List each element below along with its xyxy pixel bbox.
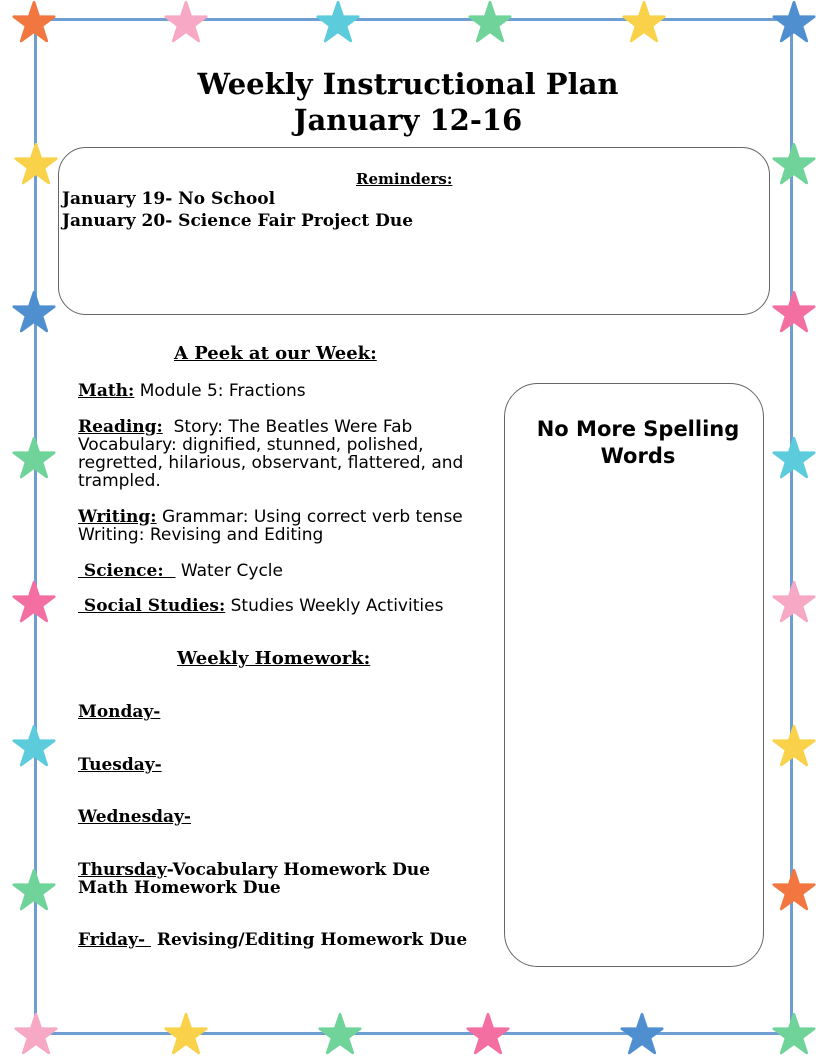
star-icon <box>772 142 816 186</box>
science-label: Science: <box>78 561 176 581</box>
star-icon <box>772 290 816 334</box>
star-icon <box>164 0 208 44</box>
math-section <box>78 382 498 400</box>
star-icon <box>318 1012 362 1056</box>
star-icon <box>316 0 360 44</box>
title-line-1: Weekly Instructional Plan <box>197 67 619 101</box>
homework-tuesday <box>78 756 162 774</box>
homework-monday <box>78 703 160 721</box>
reminders-heading: Reminders: <box>356 170 453 188</box>
star-icon <box>772 724 816 768</box>
social-studies-label: Social Studies: <box>78 596 226 616</box>
tuesday-label: Tuesday- <box>78 755 162 775</box>
homework-heading: Weekly Homework: <box>177 648 371 669</box>
star-icon <box>468 0 512 44</box>
star-icon <box>772 580 816 624</box>
thursday-text: -Vocabulary Homework Due <box>166 860 431 880</box>
border-top <box>30 18 790 21</box>
star-icon <box>12 868 56 912</box>
wednesday-label: Wednesday- <box>78 807 191 827</box>
writing-section <box>78 508 498 544</box>
title-line-2: January 12-16 <box>293 103 523 137</box>
friday-label: Friday- <box>78 930 151 950</box>
border-bottom <box>30 1032 790 1035</box>
homework-friday <box>78 931 467 949</box>
spelling-box <box>504 383 764 967</box>
thursday-label: Thursday <box>78 860 167 880</box>
reminder-item: January 19- No School <box>62 189 276 209</box>
spelling-note <box>504 416 772 470</box>
spelling-line-2: Words <box>600 444 676 468</box>
page-title <box>0 66 816 138</box>
science-section <box>78 562 498 580</box>
star-icon <box>772 0 816 44</box>
star-icon <box>14 142 58 186</box>
star-icon <box>466 1012 510 1056</box>
social-studies-section <box>78 597 498 615</box>
writing-label: Writing: <box>78 507 157 527</box>
monday-label: Monday- <box>78 702 161 722</box>
friday-text: Revising/Editing Homework Due <box>150 930 468 950</box>
star-icon <box>772 1012 816 1056</box>
star-icon <box>12 0 56 44</box>
star-icon <box>12 580 56 624</box>
star-icon <box>772 436 816 480</box>
math-label: Math: <box>78 381 135 401</box>
reading-vocabulary: Vocabulary: dignified, stunned, polished, regretted, hilarious, observant, flattered, and trampled. <box>78 435 464 491</box>
star-icon <box>14 1012 58 1056</box>
math-text: Module 5: Fractions <box>134 381 306 401</box>
star-icon <box>164 1012 208 1056</box>
reading-text: Story: The Beatles Were Fab <box>162 417 413 437</box>
star-icon <box>772 868 816 912</box>
homework-thursday <box>78 861 430 897</box>
reading-label: Reading: <box>78 417 163 437</box>
spelling-line-1: No More Spelling <box>536 417 740 441</box>
social-studies-text: Studies Weekly Activities <box>225 596 444 616</box>
star-icon <box>620 1012 664 1056</box>
homework-wednesday <box>78 808 191 826</box>
science-text: Water Cycle <box>175 561 283 581</box>
thursday-line-2: Math Homework Due <box>78 878 281 898</box>
reading-section <box>78 418 498 490</box>
star-icon <box>12 724 56 768</box>
star-icon <box>622 0 666 44</box>
week-heading: A Peek at our Week: <box>174 343 377 364</box>
writing-text: Grammar: Using correct verb tense <box>156 507 463 527</box>
star-icon <box>12 290 56 334</box>
reminder-item: January 20- Science Fair Project Due <box>62 211 414 231</box>
star-icon <box>12 436 56 480</box>
writing-line-2: Writing: Revising and Editing <box>78 525 324 545</box>
